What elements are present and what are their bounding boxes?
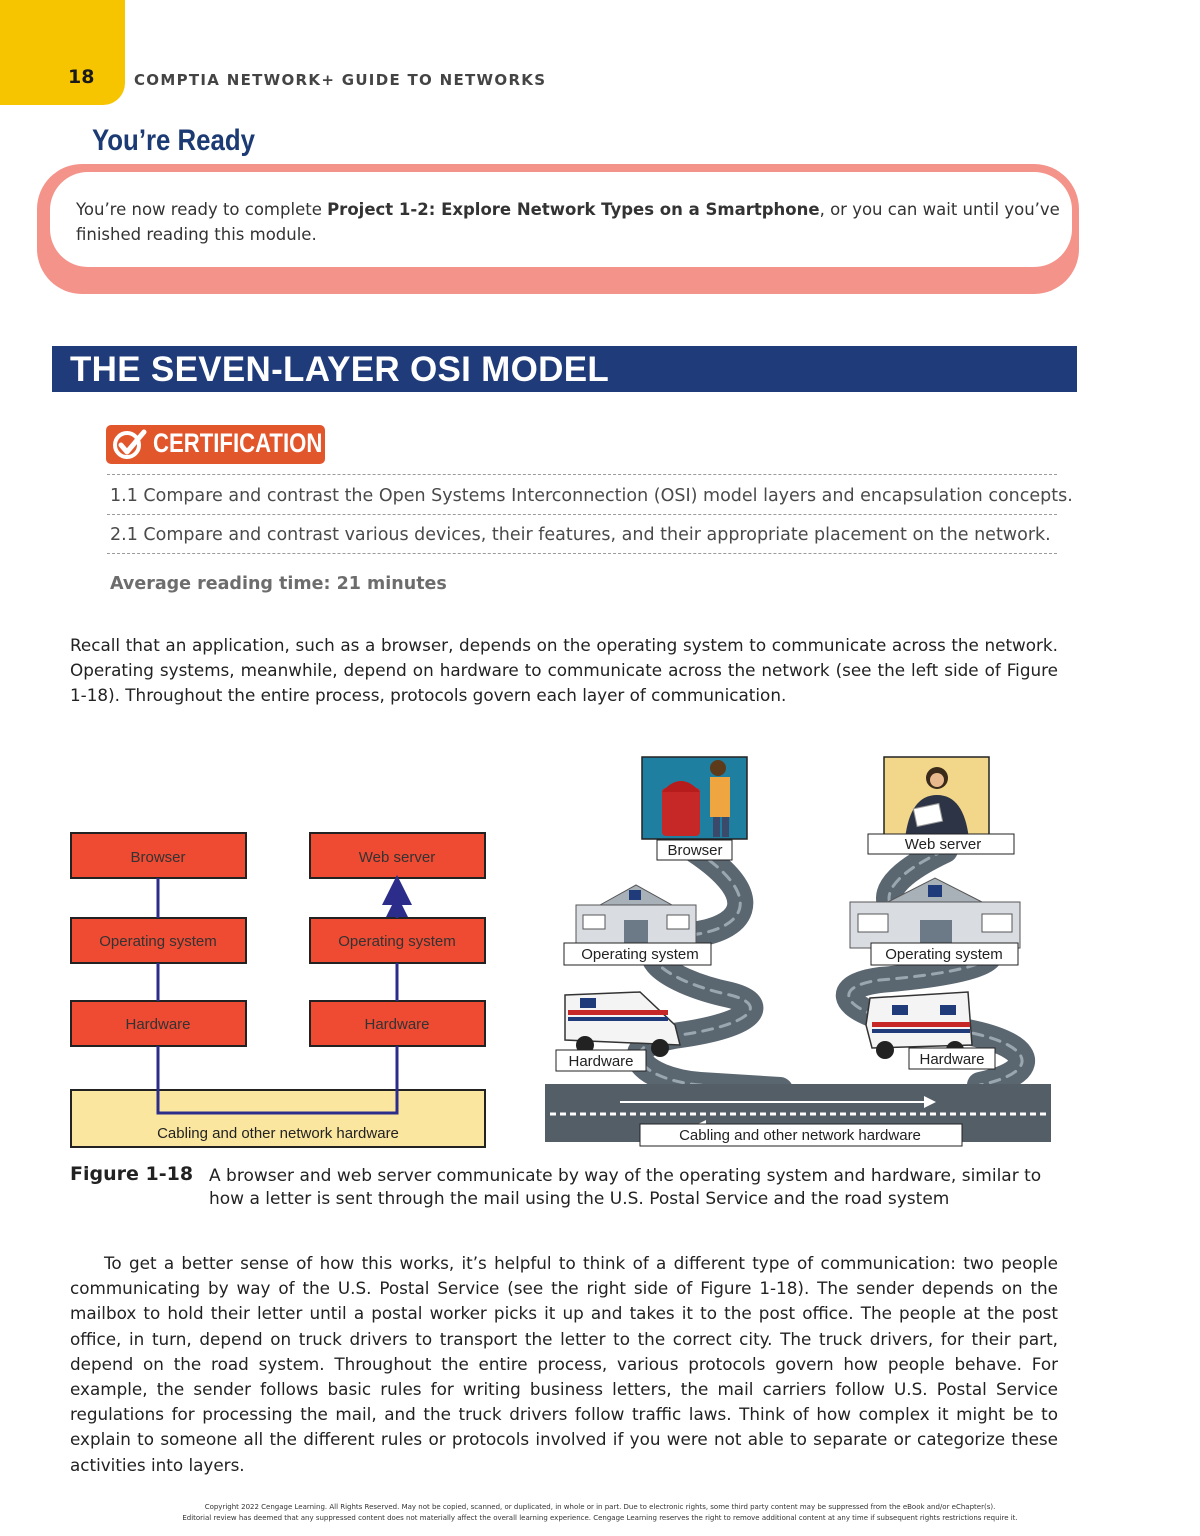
- person-icon: [710, 760, 726, 776]
- hardware-label-right: Hardware: [364, 1016, 430, 1033]
- ready-title: You’re Ready: [92, 124, 255, 157]
- web-server-label: Web server: [358, 849, 436, 866]
- reading-time: Average reading time: 21 minutes: [110, 574, 447, 594]
- body-paragraph: [70, 1251, 1058, 1478]
- postal-hardware-label-left: Hardware: [568, 1053, 634, 1070]
- left-diagram: [71, 833, 485, 1147]
- postal-hardware-label-right: Hardware: [919, 1051, 985, 1068]
- divider: [107, 474, 1057, 475]
- right-illustration: [545, 757, 1051, 1146]
- copyright-line: Editorial review has deemed that any suppressed content does not materially affect the overall learning experience. Cengage Learning reserves the right to remove additional content at any time if subsequent rights restrictions require it.: [182, 1514, 1018, 1522]
- ready-text: [76, 197, 1066, 247]
- body-paragraph: Recall that an application, such as a browser, depends on the operating system to communicate across the network. Operating systems, meanwhile, depend on hardware to communicate across the network (see the left side of Figure 1-18). Throughout the entire process, protocols govern each layer of communication.: [70, 635, 1058, 706]
- certification-label: CERTIFICATION: [153, 428, 323, 458]
- divider: [107, 553, 1057, 554]
- page-number: 18: [68, 66, 95, 88]
- postal-web-server-label: Web server: [904, 836, 982, 853]
- postal-os-label-right: Operating system: [885, 946, 1003, 963]
- cabling-label-left: Cabling and other network hardware: [157, 1125, 399, 1142]
- cert-objective: 2.1 Compare and contrast various devices, their features, and their appropriate placement on the network.: [110, 525, 1051, 545]
- running-head: COMPTIA NETWORK+ GUIDE TO NETWORKS: [134, 71, 547, 89]
- hardware-label-left: Hardware: [125, 1016, 191, 1033]
- os-label-right: Operating system: [338, 933, 456, 950]
- postal-os-label-left: Operating system: [581, 946, 699, 963]
- postal-cabling-label: Cabling and other network hardware: [679, 1127, 921, 1144]
- ready-text-before: You’re now ready to complete: [76, 200, 328, 219]
- copyright-line: Copyright 2022 Cengage Learning. All Rights Reserved. May not be copied, scanned, or duplicated, in whole or in part. Due to electronic rights, some third party content may be suppressed from the eBook and/or eChapter(s).: [204, 1503, 996, 1511]
- mail-truck-left: [565, 992, 680, 1057]
- post-office-left: [576, 885, 696, 943]
- figure-caption-text: A browser and web server communicate by way of the operating system and hardware, similar to how a letter is sent through the mail using the U.S. Postal Service and the road system: [209, 1166, 1042, 1209]
- figure-caption-label: Figure 1-18: [70, 1163, 194, 1185]
- section-title: THE SEVEN-LAYER OSI MODEL: [70, 350, 610, 389]
- postal-browser-label: Browser: [667, 842, 723, 859]
- ready-project-name: Project 1-2: Explore Network Types on a Smartphone: [327, 200, 820, 219]
- figure-1-18: [0, 740, 1200, 1160]
- page-tab: [0, 0, 125, 105]
- divider: [107, 514, 1057, 515]
- cert-objective: 1.1 Compare and contrast the Open Systems Interconnection (OSI) model layers and encapsulation concepts.: [110, 486, 1073, 506]
- post-office-right: [850, 878, 1020, 948]
- body-paragraph-text: To get a better sense of how this works, it’s helpful to think of a different type of communication: two people communicating by way of the U.S. Postal Service (see the right side of Figure 1-18). The sender depends on the mailbox to hold their letter until a postal worker picks it up and takes it to the post office. The people at the post office, in turn, depend on truck drivers to transport the letter to the correct city. The truck drivers, for their part, depend on the road system. Throughout the entire process, various protocols govern how people behave. For example, the sender follows basic rules for writing business letters, the mail carriers follow U.S. Postal Service regulations for processing the mail, and the truck drivers follow traffic laws. Think of how complex it might be to explain to someone all the different rules or protocols involved if you were not able to separate or categorize these activities into layers.: [70, 1253, 1058, 1475]
- mailbox-icon: [662, 788, 700, 836]
- checkmark-icon: [110, 428, 150, 462]
- copyright-footer: [0, 1502, 1200, 1524]
- ready-text-after: , or you can wait until you’ve finished reading this module.: [76, 200, 1060, 244]
- os-label-left: Operating system: [99, 933, 217, 950]
- browser-label: Browser: [130, 849, 186, 866]
